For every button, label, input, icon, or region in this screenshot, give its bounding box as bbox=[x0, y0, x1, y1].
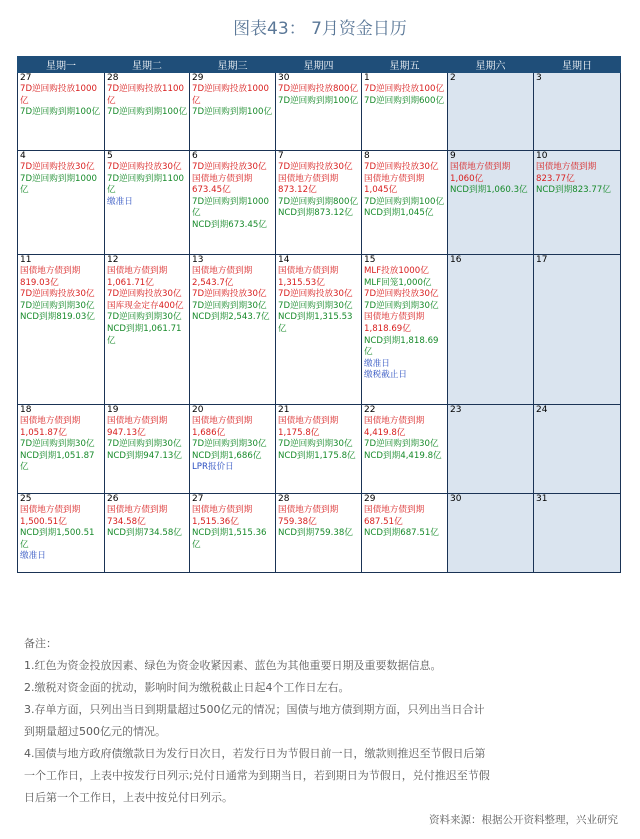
note-line: 日后第一个工作日，上表中按兑付日列示。 bbox=[24, 791, 233, 804]
calendar-event: 7D逆回购投放30亿 bbox=[364, 289, 439, 300]
calendar-event: NCD到期947.13亿 bbox=[107, 450, 182, 461]
day-number: 28 bbox=[278, 494, 290, 504]
calendar-event: 7D逆回购投放1000亿 bbox=[192, 84, 269, 106]
calendar-event: 7D逆回购到期1100亿 bbox=[107, 173, 184, 196]
day-cell bbox=[18, 73, 105, 151]
calendar-event: MLF回笼1,000亿 bbox=[364, 277, 432, 288]
day-number: 22 bbox=[364, 405, 376, 415]
day-cell bbox=[276, 494, 362, 573]
day-cell bbox=[105, 151, 190, 255]
calendar-event: 7D逆回购到期30亿 bbox=[20, 300, 95, 311]
week-row bbox=[18, 255, 621, 405]
day-number: 27 bbox=[20, 73, 32, 83]
calendar-event: NCD到期1,051.87亿 bbox=[20, 450, 95, 473]
day-cell bbox=[18, 494, 105, 573]
calendar-event: 7D逆回购到期30亿 bbox=[364, 439, 439, 450]
calendar-event: 缴准日 bbox=[20, 551, 46, 562]
calendar-event: NCD到期1,061.71亿 bbox=[107, 323, 182, 346]
weekday-header-mon: 星期一 bbox=[18, 57, 105, 73]
day-cell bbox=[105, 73, 190, 151]
day-number: 31 bbox=[536, 494, 548, 504]
calendar-event: 国债地方债到期1,045亿 bbox=[364, 173, 425, 196]
day-number: 17 bbox=[536, 255, 548, 265]
calendar-event: NCD到期823.77亿 bbox=[536, 185, 611, 196]
day-cell bbox=[534, 405, 621, 494]
week-row bbox=[18, 405, 621, 494]
day-cell bbox=[276, 151, 362, 255]
day-cell bbox=[276, 255, 362, 405]
note-line: 4.国债与地方政府债缴款日为发行日次日，若发行日为节假日前一日，缴款则推迟至节假日后第 bbox=[24, 747, 486, 760]
calendar-event: NCD到期759.38亿 bbox=[278, 528, 353, 539]
note-line: 到期量超过500亿元的情况。 bbox=[24, 725, 166, 738]
day-number: 30 bbox=[450, 494, 462, 504]
calendar-event: 国债地方债到期673.45亿 bbox=[192, 173, 253, 196]
calendar-body bbox=[18, 73, 621, 573]
calendar-event: 7D逆回购投放30亿 bbox=[20, 289, 95, 300]
calendar-event: 7D逆回购投放30亿 bbox=[107, 289, 182, 300]
calendar-event: NCD到期687.51亿 bbox=[364, 528, 439, 539]
calendar-event: 国债地方债到期873.12亿 bbox=[278, 173, 339, 196]
calendar-event: NCD到期4,419.8亿 bbox=[364, 450, 442, 461]
day-cell bbox=[448, 405, 534, 494]
calendar-event: NCD到期1,818.69亿 bbox=[364, 335, 439, 358]
day-number: 10 bbox=[536, 151, 548, 161]
calendar-event: 国债地方债到期1,051.87亿 bbox=[20, 416, 81, 438]
calendar-event: 国债地方债到期2,543.7亿 bbox=[192, 266, 253, 288]
calendar-event: 7D逆回购投放30亿 bbox=[364, 162, 439, 172]
calendar-event: 7D逆回购投放800亿 bbox=[278, 84, 359, 94]
day-cell bbox=[190, 151, 276, 255]
calendar-event: 7D逆回购到期100亿 bbox=[107, 107, 188, 118]
day-cell bbox=[362, 405, 448, 494]
day-cell bbox=[190, 405, 276, 494]
day-cell bbox=[362, 73, 448, 151]
calendar-event: 国债地方债到期823.77亿 bbox=[536, 162, 597, 184]
day-number: 1 bbox=[364, 73, 370, 83]
figure-title: 图表43： 7月资金日历 bbox=[233, 19, 407, 39]
calendar-event: NCD到期1,045亿 bbox=[364, 208, 434, 219]
calendar-event: 国债地方债到期1,515.36亿 bbox=[192, 505, 253, 527]
day-cell bbox=[18, 405, 105, 494]
day-cell bbox=[105, 255, 190, 405]
calendar-event: NCD到期1,060.3亿 bbox=[450, 185, 528, 196]
calendar-event: 国债地方债到期687.51亿 bbox=[364, 505, 425, 527]
calendar-event: NCD到期873.12亿 bbox=[278, 208, 353, 219]
day-number: 27 bbox=[192, 494, 204, 504]
calendar-event: 7D逆回购到期100亿 bbox=[20, 107, 101, 118]
day-cell bbox=[448, 494, 534, 573]
calendar-event: 7D逆回购投放1100亿 bbox=[107, 84, 184, 106]
day-cell bbox=[276, 405, 362, 494]
day-cell bbox=[362, 151, 448, 255]
day-cell bbox=[18, 255, 105, 405]
calendar-event: NCD到期2,543.7亿 bbox=[192, 312, 270, 323]
calendar-event: LPR报价日 bbox=[192, 462, 234, 473]
week-row bbox=[18, 73, 621, 151]
calendar-event: 7D逆回购投放30亿 bbox=[278, 289, 353, 300]
day-number: 13 bbox=[192, 255, 204, 265]
calendar-event: 国债地方债到期1,818.69亿 bbox=[364, 312, 425, 334]
calendar-event: 国债地方债到期759.38亿 bbox=[278, 505, 339, 527]
calendar-event: 7D逆回购到期30亿 bbox=[107, 439, 182, 450]
money-calendar-table bbox=[17, 56, 621, 573]
calendar-event: NCD到期819.03亿 bbox=[20, 312, 95, 323]
day-number: 9 bbox=[450, 151, 456, 161]
day-number: 4 bbox=[20, 151, 26, 161]
day-number: 11 bbox=[20, 255, 32, 265]
calendar-event: 国债地方债到期1,315.53亿 bbox=[278, 266, 339, 288]
calendar-event: 国债地方债到期819.03亿 bbox=[20, 266, 81, 288]
calendar-event: 7D逆回购投放100亿 bbox=[364, 84, 445, 94]
day-cell bbox=[105, 494, 190, 573]
calendar-event: 国债地方债到期1,175.8亿 bbox=[278, 416, 339, 438]
day-number: 28 bbox=[107, 73, 119, 83]
calendar-event: NCD到期734.58亿 bbox=[107, 528, 182, 539]
calendar-event: 7D逆回购到期30亿 bbox=[20, 439, 95, 450]
calendar-event: 国债地方债到期1,686亿 bbox=[192, 416, 253, 438]
calendar-event: 7D逆回购投放30亿 bbox=[107, 162, 182, 172]
calendar-event: 缴税截止日 bbox=[364, 370, 407, 381]
day-number: 25 bbox=[20, 494, 32, 504]
calendar-event: 7D逆回购投放30亿 bbox=[20, 162, 95, 172]
calendar-event: 7D逆回购到期30亿 bbox=[107, 312, 182, 323]
calendar-event: 国债地方债到期4,419.8亿 bbox=[364, 416, 425, 438]
note-line: 一个工作日，上表中按发行日列示;兑付日通常为到期当日，若到期日为节假日，兑付推迟至节假 bbox=[24, 769, 490, 782]
day-number: 29 bbox=[192, 73, 204, 83]
day-cell bbox=[190, 255, 276, 405]
day-number: 15 bbox=[364, 255, 376, 265]
day-cell bbox=[448, 73, 534, 151]
calendar-event: 国债地方债到期1,061.71亿 bbox=[107, 266, 168, 288]
day-number: 5 bbox=[107, 151, 113, 161]
day-cell bbox=[534, 494, 621, 573]
day-number: 18 bbox=[20, 405, 32, 415]
weekday-header-thu: 星期四 bbox=[276, 57, 362, 73]
day-cell bbox=[105, 405, 190, 494]
day-number: 29 bbox=[364, 494, 376, 504]
calendar-event: 国债地方债到期1,500.51亿 bbox=[20, 505, 81, 527]
day-cell bbox=[18, 151, 105, 255]
calendar-event: NCD到期1,686亿 bbox=[192, 450, 262, 461]
day-cell bbox=[534, 151, 621, 255]
calendar-event: NCD到期673.45亿 bbox=[192, 219, 267, 230]
calendar-event: 7D逆回购投放30亿 bbox=[278, 162, 353, 172]
week-row bbox=[18, 494, 621, 573]
day-number: 14 bbox=[278, 255, 290, 265]
calendar-event: MLF投放1000亿 bbox=[364, 266, 429, 276]
weekday-header-sun: 星期日 bbox=[534, 57, 621, 73]
day-number: 24 bbox=[536, 405, 548, 415]
calendar-event: 7D逆回购到期30亿 bbox=[364, 300, 439, 311]
calendar-event: 7D逆回购到期1000亿 bbox=[20, 173, 97, 196]
day-number: 19 bbox=[107, 405, 119, 415]
calendar-event: NCD到期1,315.53亿 bbox=[278, 312, 353, 334]
calendar-event: 7D逆回购到期800亿 bbox=[278, 196, 359, 207]
day-number: 12 bbox=[107, 255, 119, 265]
calendar-event: 缴准日 bbox=[364, 358, 390, 369]
calendar-event: 7D逆回购到期100亿 bbox=[192, 107, 273, 118]
day-cell bbox=[534, 255, 621, 405]
source-note: 资料来源：根据公开资料整理，兴业研究 bbox=[429, 814, 618, 826]
day-number: 21 bbox=[278, 405, 290, 415]
calendar-event: 7D逆回购到期30亿 bbox=[192, 300, 267, 311]
day-number: 8 bbox=[364, 151, 370, 161]
day-number: 30 bbox=[278, 73, 290, 83]
weekday-header-row bbox=[18, 57, 621, 73]
day-number: 20 bbox=[192, 405, 204, 415]
calendar-event: NCD到期1,500.51亿 bbox=[20, 528, 95, 550]
day-number: 7 bbox=[278, 151, 284, 161]
calendar-event: 国库现金定存400亿 bbox=[107, 300, 184, 311]
note-line: 3.存单方面，只列出当日到期量超过500亿元的情况；国债与地方债到期方面，只列出当日合计 bbox=[24, 703, 485, 716]
weekday-header-tue: 星期二 bbox=[105, 57, 190, 73]
calendar-event: 7D逆回购到期30亿 bbox=[192, 439, 267, 450]
calendar-event: 7D逆回购投放30亿 bbox=[192, 162, 267, 172]
calendar-event: 国债地方债到期947.13亿 bbox=[107, 416, 168, 438]
calendar-event: 7D逆回购到期100亿 bbox=[278, 95, 359, 106]
day-cell bbox=[362, 494, 448, 573]
calendar-event: 7D逆回购到期600亿 bbox=[364, 95, 445, 106]
day-number: 26 bbox=[107, 494, 119, 504]
notes-section bbox=[24, 633, 620, 809]
day-cell bbox=[190, 494, 276, 573]
day-cell bbox=[190, 73, 276, 151]
day-cell bbox=[534, 73, 621, 151]
calendar-event: 7D逆回购投放1000亿 bbox=[20, 84, 97, 106]
week-row bbox=[18, 151, 621, 255]
day-number: 2 bbox=[450, 73, 456, 83]
calendar-event: 7D逆回购到期1000亿 bbox=[192, 196, 269, 219]
weekday-header-sat: 星期六 bbox=[448, 57, 534, 73]
day-number: 3 bbox=[536, 73, 542, 83]
weekday-header-fri: 星期五 bbox=[362, 57, 448, 73]
calendar-event: 7D逆回购投放30亿 bbox=[192, 289, 267, 300]
calendar-event: 7D逆回购到期100亿 bbox=[364, 196, 445, 207]
calendar-event: 国债地方债到期1,060亿 bbox=[450, 162, 511, 184]
day-cell bbox=[448, 151, 534, 255]
day-cell bbox=[276, 73, 362, 151]
day-number: 23 bbox=[450, 405, 462, 415]
calendar-event: 7D逆回购到期30亿 bbox=[278, 300, 353, 311]
day-cell bbox=[448, 255, 534, 405]
day-number: 16 bbox=[450, 255, 462, 265]
notes-heading: 备注： bbox=[24, 637, 57, 650]
calendar-event: 缴准日 bbox=[107, 196, 133, 207]
calendar-event: 国债地方债到期734.58亿 bbox=[107, 505, 168, 527]
note-line: 1.红色为资金投放因素、绿色为资金收紧因素、蓝色为其他重要日期及重要数据信息。 bbox=[24, 659, 442, 672]
day-number: 6 bbox=[192, 151, 198, 161]
calendar-event: NCD到期1,515.36亿 bbox=[192, 528, 267, 550]
weekday-header-wed: 星期三 bbox=[190, 57, 276, 73]
day-cell bbox=[362, 255, 448, 405]
calendar-event: NCD到期1,175.8亿 bbox=[278, 450, 356, 461]
note-line: 2.缴税对资金面的扰动，影响时间为缴税截止日起4个工作日左右。 bbox=[24, 681, 350, 694]
calendar-event: 7D逆回购到期30亿 bbox=[278, 439, 353, 450]
